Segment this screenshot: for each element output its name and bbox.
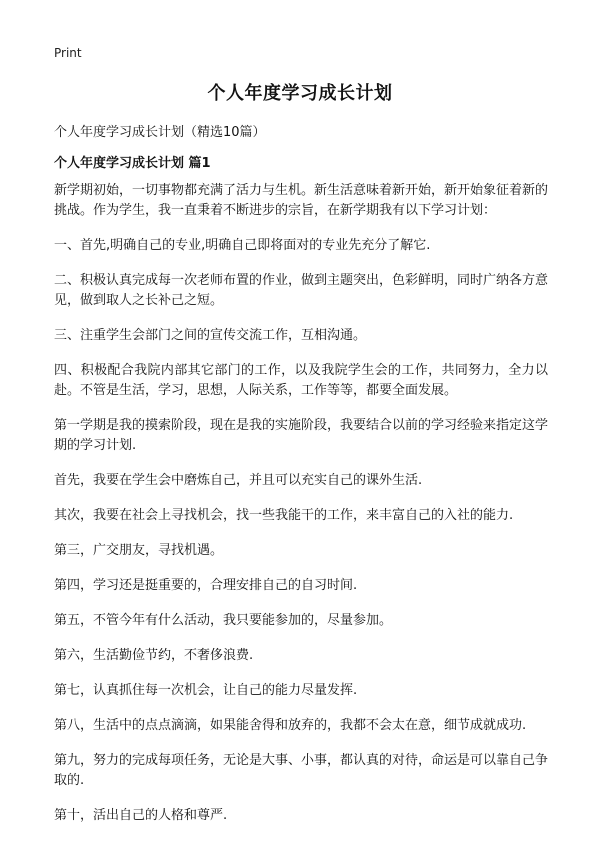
paragraph-third: 第三，广交朋友，寻找机遇。 xyxy=(54,543,224,558)
paragraph-fifth: 第五，不管今年有什么活动，我只要能参加的，尽量参加。 xyxy=(54,613,393,628)
paragraph-intro: 新学期初始，一切事物都充满了活力与生机。新生活意味着新开始，新开始象征着新的挑战。作为学生，我一直秉着不断进步的宗旨，在新学期我有以下学习计划： xyxy=(54,183,549,218)
paragraph-semester-plan: 第一学期是我的摸索阶段，现在是我的实施阶段，我要结合以前的学习经验来指定这学期的学习计划. xyxy=(54,418,549,453)
paragraph-tenth: 第十，活出自己的人格和尊严. xyxy=(54,808,228,823)
paragraph-fourth: 第四，学习还是挺重要的，合理安排自己的自习时间. xyxy=(54,578,358,593)
paragraph-first: 首先，我要在学生会中磨炼自己，并且可以充实自己的课外生活. xyxy=(54,473,423,488)
paragraph-point-3: 三、注重学生会部门之间的宣传交流工作，互相沟通。 xyxy=(54,328,367,343)
paragraph-seventh: 第七，认真抓住每一次机会，让自己的能力尽量发挥. xyxy=(54,683,358,698)
paragraph-sixth: 第六，生活勤俭节约，不奢侈浪费. xyxy=(54,648,254,663)
paragraph-point-4: 四、积极配合我院内部其它部门的工作，以及我院学生会的工作，共同努力，全力以赴。不管是生活，学习，思想，人际关系，工作等等，都要全面发展。 xyxy=(54,363,548,398)
paragraph-point-1: 一、首先,明确自己的专业,明确自己即将面对的专业先充分了解它. xyxy=(54,238,431,253)
section-heading: 个人年度学习成长计划 篇1 xyxy=(54,156,211,171)
document-subtitle: 个人年度学习成长计划（精选10篇） xyxy=(54,125,266,140)
document-body xyxy=(54,181,548,841)
paragraph-second: 其次，我要在社会上寻找机会，找一些我能干的工作，来丰富自己的入社的能力. xyxy=(54,508,514,523)
paragraph-point-2: 二、积极认真完成每一次老师布置的作业，做到主题突出，色彩鲜明，同时广纳各方意见，做到取人之长补己之短。 xyxy=(54,273,549,308)
paragraph-ninth: 第九，努力的完成每项任务，无论是大事、小事，都认真的对待，命运是可以靠自己争取的. xyxy=(54,753,549,788)
print-label: Print xyxy=(54,46,82,60)
paragraph-eighth: 第八，生活中的点点滴滴，如果能舍得和放弃的，我都不会太在意，细节成就成功. xyxy=(54,718,527,733)
document-title: 个人年度学习成长计划 xyxy=(207,83,393,104)
